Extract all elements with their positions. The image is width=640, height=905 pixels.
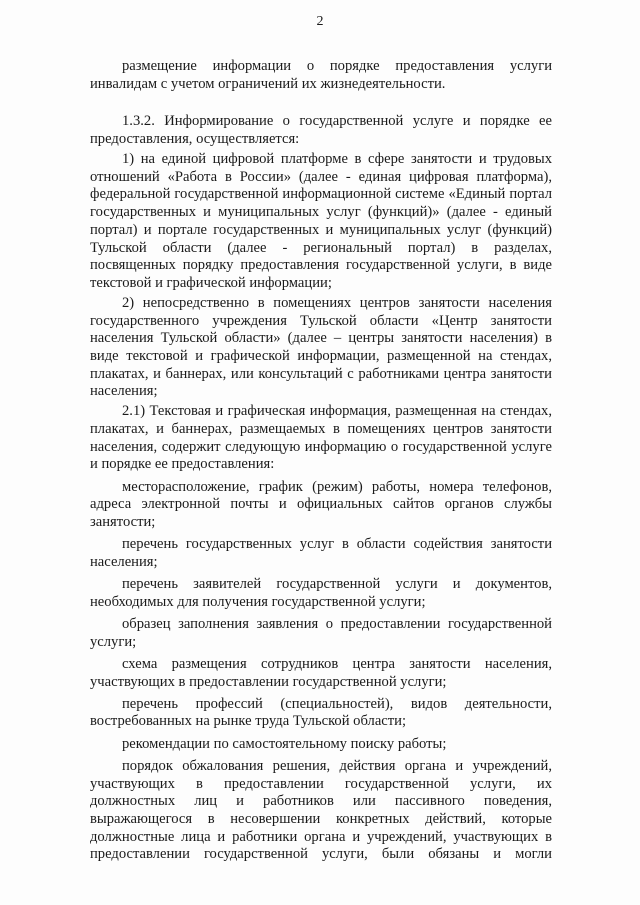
list-item-location-schedule: месторасположение, график (режим) работы, номера телефонов, адреса электронной почты и официальных сайтов органов службы занятости; — [90, 478, 552, 530]
list-item-applicants-documents: перечень заявителей государственной услуги и документов, необходимых для получения государственной услуги; — [90, 576, 552, 610]
paragraph-item-2-1-stand-info: 2.1) Текстовая и графическая информация, размещенная на стендах, плакатах, и баннерах, размещаемых в помещениях центров занятости населения, содержит следующую информацию о государственной услуге и порядке ее предоставления: — [90, 403, 552, 473]
paragraph-item-2-employment-centers: 2) непосредственно в помещениях центров занятости населения государственного учреждения Тульской области «Центр занятости населения Тульской области» (далее – центры занятости населения) в виде текстовой и графической информации, размещенной на стендах, плакатах, и баннерах, или консультаций с работниками центра занятости населения; — [90, 294, 552, 400]
paragraph-accessibility-info: размещение информации о порядке предоставления услуги инвалидам с учетом ограничений их жизнедеятельности. — [90, 58, 552, 92]
list-item-application-sample: образец заполнения заявления о предоставлении государственной услуги; — [90, 615, 552, 650]
paragraph-item-1-digital-platform: 1) на единой цифровой платформе в сфере занятости и трудовых отношений «Работа в России» (далее - единая цифровая платформа), федеральной государственной информационной системе «Единый портал государственных и муниципальных услуг (функций)» (далее - единый портал) и портале государственных и муниципальных услуг (функций) Тульской области (далее - региональный портал) в разделах, посвященных порядку предоставления государственной услуги, в виде текстовой и графической информации; — [90, 151, 552, 291]
page-number: 2 — [316, 14, 324, 29]
list-item-appeal-procedure: порядок обжалования решения, действия органа и учреждений, участвующих в предоставлении государственной услуги, их должностных лиц и работников или пассивного поведения, выражающегося в несовершении конкретных действий, которые должностные лица и работники органа и учреждений, участвующих в предоставлении государственной услуги, были обязаны и могли — [90, 757, 552, 863]
list-item-services-list: перечень государственных услуг в области содействия занятости населения; — [90, 536, 552, 570]
list-item-staff-layout: схема размещения сотрудников центра занятости населения, участвующих в предоставлении государственной услуги; — [90, 655, 552, 690]
paragraph-section-1-3-2: 1.3.2. Информирование о государственной услуге и порядке ее предоставления, осуществляется: — [90, 113, 552, 148]
document-body — [90, 58, 552, 864]
list-item-job-search-tips: рекомендации по самостоятельному поиску работы; — [122, 735, 447, 752]
list-item-professions: перечень профессий (специальностей), видов деятельности, востребованных на рынке труда Тульской области; — [90, 695, 552, 730]
